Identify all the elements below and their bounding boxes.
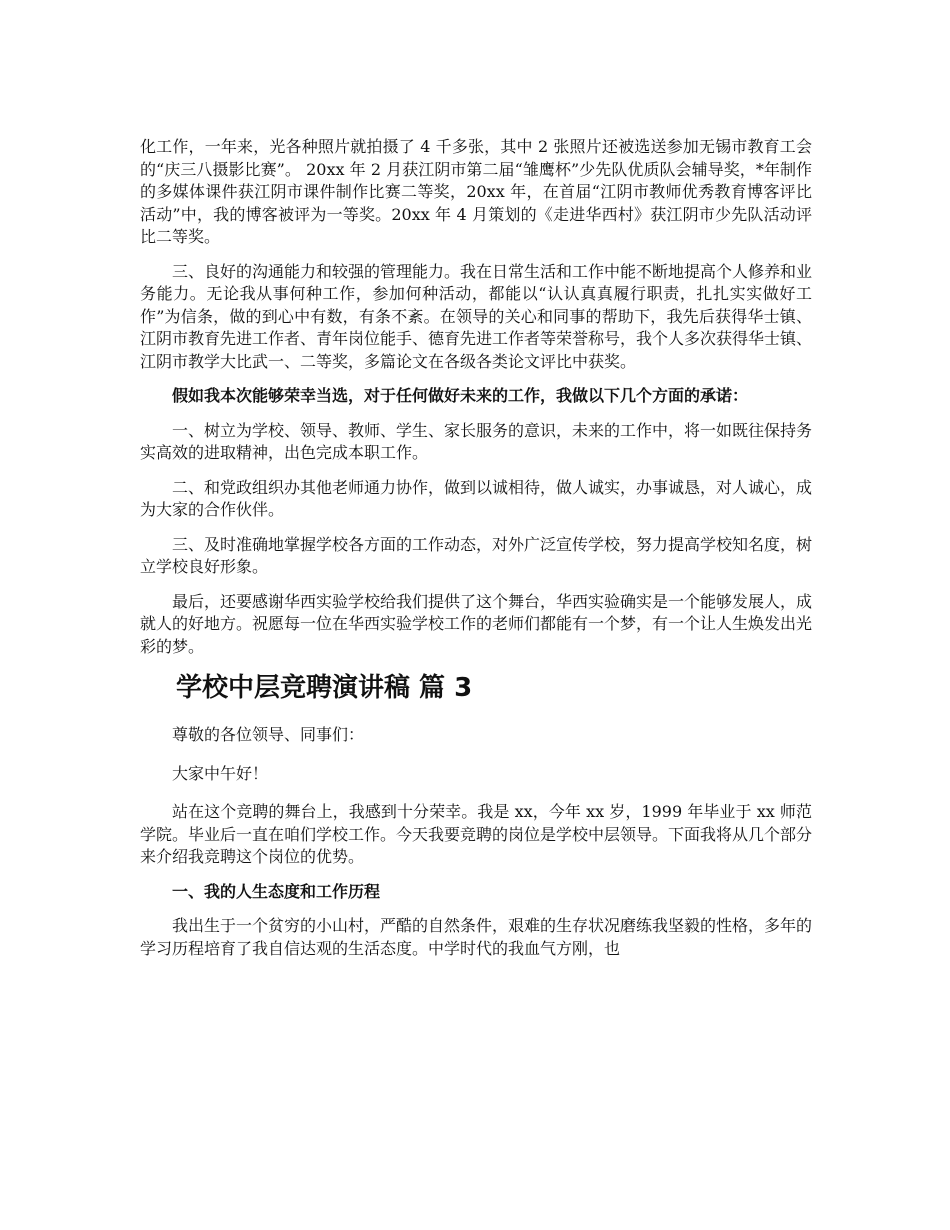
paragraph-life-background: 我出生于一个贫穷的小山村，严酷的自然条件，艰难的生存状况磨练我坚毅的性格，多年的学习历程培育了我自信达观的生活态度。中学时代的我血气方刚，也 <box>140 916 813 958</box>
paragraph-promise-two: 二、和党政组织办其他老师通力协作，做到以诚相待，做人诚实，办事诚恳，对人诚心，成为大家的合作伙伴。 <box>140 477 813 519</box>
paragraph-communication-ability: 三、良好的沟通能力和较强的管理能力。我在日常生活和工作中能不断地提高个人修养和业务能力。无论我从事何种工作，参加何种活动，都能以“认认真真履行职责，扎扎实实做好工作”为信条，做的到心中有数，有条不紊。在领导的关心和同事的帮助下，我先后获得华士镇、江阴市教育先进工作者、青年岗位能手、德育先进工作者等荣誉称号，我个人多次获得华士镇、江阴市教学大比武一、二等奖，多篇论文在各级各类论文评比中获奖。 <box>140 261 813 371</box>
paragraph-closing-thanks: 最后，还要感谢华西实验学校给我们提供了这个舞台，华西实验确实是一个能够发展人，成就人的好地方。祝愿每一位在华西实验学校工作的老师们都能有一个梦，有一个让人生焕发出光彩的梦。 <box>140 591 813 656</box>
paragraph-promise-intro: 假如我本次能够荣幸当选，对于任何做好未来的工作，我做以下几个方面的承诺： <box>172 386 749 405</box>
greeting-line: 尊敬的各位领导、同事们： <box>172 725 365 744</box>
hello-line: 大家中午好！ <box>172 763 269 783</box>
subheading-life-attitude: 一、我的人生态度和工作历程 <box>172 881 381 901</box>
paragraph-self-introduction: 站在这个竞聘的舞台上，我感到十分荣幸。我是 xx，今年 xx 岁，1999 年毕业于 xx 师范学院。毕业后一直在咱们学校工作。今天我要竞聘的岗位是学校中层领导。下面我将从几个部分来介绍我竞聘这个岗位的优势。 <box>140 802 813 866</box>
section-heading: 学校中层竞聘演讲稿 篇 3 <box>176 673 473 703</box>
paragraph-promise-three: 三、及时准确地掌握学校各方面的工作动态，对外广泛宣传学校，努力提高学校知名度，树立学校良好形象。 <box>140 534 813 576</box>
paragraph-achievements: 化工作，一年来，光各种照片就拍摄了 4 千多张，其中 2 张照片还被选送参加无锡市教育工会的“庆三八摄影比赛”。 20xx 年 2 月获江阴市第二届“雏鹰杯”少先队优质队会辅导奖，*年制作的多媒体课件获江阴市课件制作比赛二等奖，20xx 年，在首届“江阴市教师优秀教育博客评比活动”中，我的博客被评为一等奖。20xx 年 4 月策划的《走进华西村》获江阴市少先队活动评比二等奖。 <box>140 137 812 246</box>
paragraph-promise-one: 一、树立为学校、领导、教师、学生、家长服务的意识，未来的工作中，将一如既往保持务实高效的进取精神，出色完成本职工作。 <box>140 420 813 462</box>
document-body <box>140 136 812 972</box>
